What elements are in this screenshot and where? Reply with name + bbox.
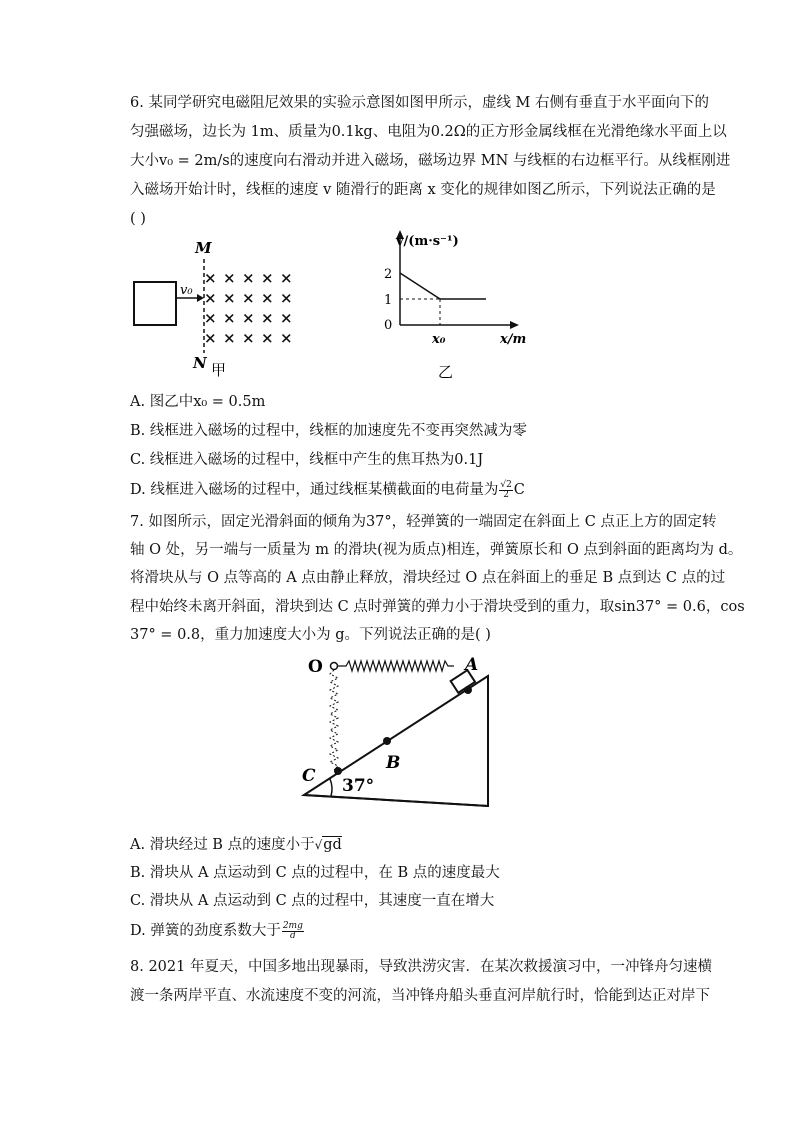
caption-jia: 甲 <box>211 361 227 379</box>
y-tick-2: 2 <box>384 267 393 282</box>
q7-option-c: C. 滑块从 A 点运动到 C 点的过程中，其速度一直在增大 <box>130 893 495 909</box>
cross: × <box>223 269 236 287</box>
spring <box>338 661 454 671</box>
pivot-O <box>331 663 338 670</box>
q7-line-3: 将滑块从与 O 点等高的 A 点由静止释放，滑块经过 O 点在斜面上的垂足 B 点到达 C 点的过 <box>130 570 726 586</box>
incline-base <box>304 795 488 806</box>
q6-line-3: 大小v₀ = 2m/s的速度向右滑动并进入磁场，磁场边界 MN 与线框的右边框平行。从线框刚进 <box>130 153 731 169</box>
q7-option-a-sqrt: gd <box>323 837 342 853</box>
cross: × <box>242 309 255 327</box>
cross: × <box>204 309 217 327</box>
label-A: A <box>465 655 479 675</box>
q7-option-d-fraction: $\frac{2mg}{d}$ <box>282 920 303 941</box>
wire-frame <box>134 282 176 325</box>
caption-yi: 乙 <box>438 363 454 381</box>
cross: × <box>261 329 274 347</box>
cross: × <box>242 269 255 287</box>
cross: × <box>223 329 236 347</box>
point-B <box>383 737 391 745</box>
label-v0: v₀ <box>180 283 193 298</box>
q6-option-d <box>130 480 525 500</box>
q8-line-2: 渡一条两岸平直、水流速度不变的河流，当冲锋舟船头垂直河岸航行时，恰能到达正对岸下 <box>130 988 710 1004</box>
figure-jia <box>125 235 315 385</box>
q6-line-5: ( ) <box>130 211 146 227</box>
cross: × <box>280 309 293 327</box>
figure-incline <box>290 648 510 813</box>
q8-line-1: 8. 2021 年夏天，中国多地出现暴雨，导致洪涝灾害．在某次救援演习中，一冲锋舟匀速横 <box>130 959 712 975</box>
cross: × <box>280 329 293 347</box>
figure-yi <box>360 225 540 385</box>
label-O: O <box>308 657 323 677</box>
q6-line-2: 匀强磁场，边长为 1m、质量为0.1kg、电阻为0.2Ω的正方形金属线框在光滑绝缘水平面上以 <box>130 124 727 140</box>
cross: × <box>261 289 274 307</box>
x-axis-label: x/m <box>500 332 527 347</box>
y-tick-1: 1 <box>384 293 393 308</box>
q6-option-d-text: D. 线框进入磁场的过程中，通过线框某横截面的电荷量为 <box>130 482 499 498</box>
q7-option-d-text: D. 弹簧的劲度系数大于 <box>130 923 281 939</box>
q6-option-d-fraction: $\frac{√2}{2}$ <box>500 479 512 500</box>
q7-line-2: 轴 O 处，另一端与一质量为 m 的滑块(视为质点)相连，弹簧原长和 O 点到斜面的距离均为 d。 <box>130 542 743 558</box>
q6-line-1: 6. 某同学研究电磁阻尼效果的实验示意图如图甲所示，虚线 M 右侧有垂直于水平面向下的 <box>130 95 710 111</box>
q7-line-5: 37° = 0.8，重力加速度大小为 g。下列说法正确的是( ) <box>130 627 491 643</box>
cross: × <box>223 309 236 327</box>
cross: × <box>223 289 236 307</box>
q7-option-a-text: A. 滑块经过 B 点的速度小于 <box>130 837 315 853</box>
cross: × <box>261 269 274 287</box>
x-tick-x0: x₀ <box>432 332 446 347</box>
q7-line-1: 7. 如图所示，固定光滑斜面的倾角为37°，轻弹簧的一端固定在斜面上 C 点正上方的固定转 <box>130 514 717 530</box>
point-A <box>464 686 472 694</box>
cross: × <box>280 269 293 287</box>
y-tick-0: 0 <box>384 318 393 333</box>
q7-option-b: B. 滑块从 A 点运动到 C 点的过程中，在 B 点的速度最大 <box>130 865 500 881</box>
magnetic-field-crosses <box>204 269 293 347</box>
dashed-spring-vertical <box>330 670 338 770</box>
angle-label: 37° <box>342 776 375 796</box>
point-C <box>334 767 342 775</box>
q7-line-4: 程中始终未离开斜面，滑块到达 C 点时弹簧的弹力小于滑块受到的重力，取sin37° = 0.6，cos <box>130 599 745 615</box>
cross: × <box>204 289 217 307</box>
q7-option-d <box>130 921 305 941</box>
x-axis-arrowhead <box>510 321 519 329</box>
label-N: N <box>193 354 207 372</box>
label-B: B <box>386 753 401 773</box>
v0-arrowhead <box>197 294 204 302</box>
q6-line-4: 入磁场开始计时，线框的速度 v 随滑行的距离 x 变化的规律如图乙所示，下列说法正确的是 <box>130 182 716 198</box>
label-M: M <box>195 239 212 257</box>
cross: × <box>242 289 255 307</box>
q6-option-b: B. 线框进入磁场的过程中，线框的加速度先不变再突然减为零 <box>130 423 527 439</box>
angle-arc <box>330 779 332 796</box>
graph-decreasing-segment <box>400 273 440 299</box>
y-axis-label: v/(m·s⁻¹) <box>396 234 459 249</box>
cross: × <box>261 309 274 327</box>
cross: × <box>280 289 293 307</box>
q6-option-d-unit: C <box>513 482 525 498</box>
cross: × <box>204 329 217 347</box>
label-C: C <box>302 766 316 786</box>
cross: × <box>242 329 255 347</box>
cross: × <box>204 269 217 287</box>
q7-option-a: A. 滑块经过 B 点的速度小于√gd <box>130 837 342 853</box>
q6-option-c: C. 线框进入磁场的过程中，线框中产生的焦耳热为0.1J <box>130 452 484 468</box>
q6-option-a: A. 图乙中x₀ = 0.5m <box>130 394 266 410</box>
